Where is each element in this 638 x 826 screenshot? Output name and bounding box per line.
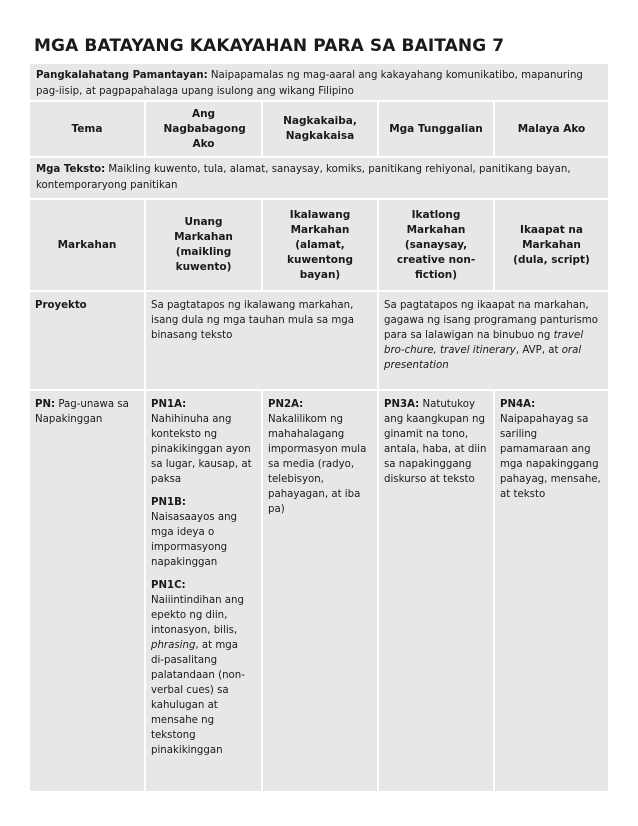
markahan-label: Markahan bbox=[30, 200, 144, 290]
markahan-ikalawa: Ikalawang Markahan (alamat, kuwentong bayan) bbox=[263, 200, 377, 290]
pn1-cell bbox=[146, 391, 261, 791]
tema-row bbox=[30, 102, 608, 156]
teksto-text: Maikling kuwento, tula, alamat, sanaysay, komiks, panitikang rehiyonal, panitikang bayan, kontemporaryong panitikan bbox=[36, 164, 571, 191]
pn4-cell bbox=[495, 391, 608, 791]
markahan-ikatlo: Ikatlong Markahan (sanaysay, creative non-fiction) bbox=[379, 200, 493, 290]
pamantayan-text: Naipapamalas ng mag-aaral ang kakayahang komunikatibo, mapanuring pag-iisip, at pagpapahalaga upang isulong ang wikang Filipino bbox=[36, 70, 583, 97]
pn2a: PN2A: Nakalilikom ng mahahalagang impormasyon mula sa media (radyo, telebisyon, pahayagan, at iba pa) bbox=[268, 399, 367, 515]
tema-malaya-ako: Malaya Ako bbox=[495, 102, 608, 156]
pn3a: PN3A: Natutukoy ang kaangkupan ng ginamit na tono, antala, haba, at diin sa napakinggang diskurso at teksto bbox=[384, 399, 487, 485]
pn1c: PN1C: Naiiintindihan ang epekto ng diin, intonasyon, bilis, phrasing, at mga di-pasalitang palatandaan (non-verbal cues) sa kahulugan at mensahe ng tekstong pinakikinggan bbox=[151, 580, 245, 756]
pn3-cell bbox=[379, 391, 493, 791]
markahan-una: Unang Markahan (maikling kuwento) bbox=[146, 200, 261, 290]
tema-mga-tunggalian: Mga Tunggalian bbox=[379, 102, 493, 156]
tema-label: Tema bbox=[30, 102, 144, 156]
pn-label: PN: Pag-unawa sa Napakinggan bbox=[30, 391, 144, 791]
markahan-ikaapat: Ikaapat na Markahan (dula, script) bbox=[495, 200, 608, 290]
tema-nagkakaiba: Nagkakaiba, Nagkakaisa bbox=[263, 102, 377, 156]
pn4a: PN4A: Naipapahayag sa sariling pamamaraan ang mga napakinggang pahayag, mensahe, at teksto bbox=[500, 399, 601, 500]
proyekto-ikaapat-markahan: Sa pagtatapos ng ikaapat na markahan, gagawa ng isang programang panturismo para sa lalawigan na binubuo ng travel bro-chure, travel itinerary, AVP, at oral presentation bbox=[379, 292, 608, 389]
proyekto-ikalawang-markahan: Sa pagtatapos ng ikalawang markahan, isang dula ng mga tauhan mula sa mga binasang teksto bbox=[146, 292, 377, 389]
teksto-label: Mga Teksto: bbox=[36, 164, 106, 175]
pn-row bbox=[30, 391, 608, 791]
pn2-cell bbox=[263, 391, 377, 791]
proyekto-label: Proyekto bbox=[30, 292, 144, 389]
pamantayan-row bbox=[30, 64, 608, 100]
tema-ang-nagbabagong-ako: Ang Nagbabagong Ako bbox=[146, 102, 261, 156]
pn1b: PN1B: Naisasaayos ang mga ideya o impormasyong napakinggan bbox=[151, 497, 238, 568]
markahan-row bbox=[30, 200, 608, 290]
page-title: MGA BATAYANG KAKAYAHAN PARA SA BAITANG 7 bbox=[34, 36, 505, 56]
pn1a: PN1A: Nahihinuha ang konteksto ng pinakikinggan ayon sa lugar, kausap, at paksa bbox=[151, 399, 252, 485]
teksto-row bbox=[30, 158, 608, 198]
pamantayan-label: Pangkalahatang Pamantayan: bbox=[36, 70, 208, 81]
proyekto-row bbox=[30, 292, 608, 389]
